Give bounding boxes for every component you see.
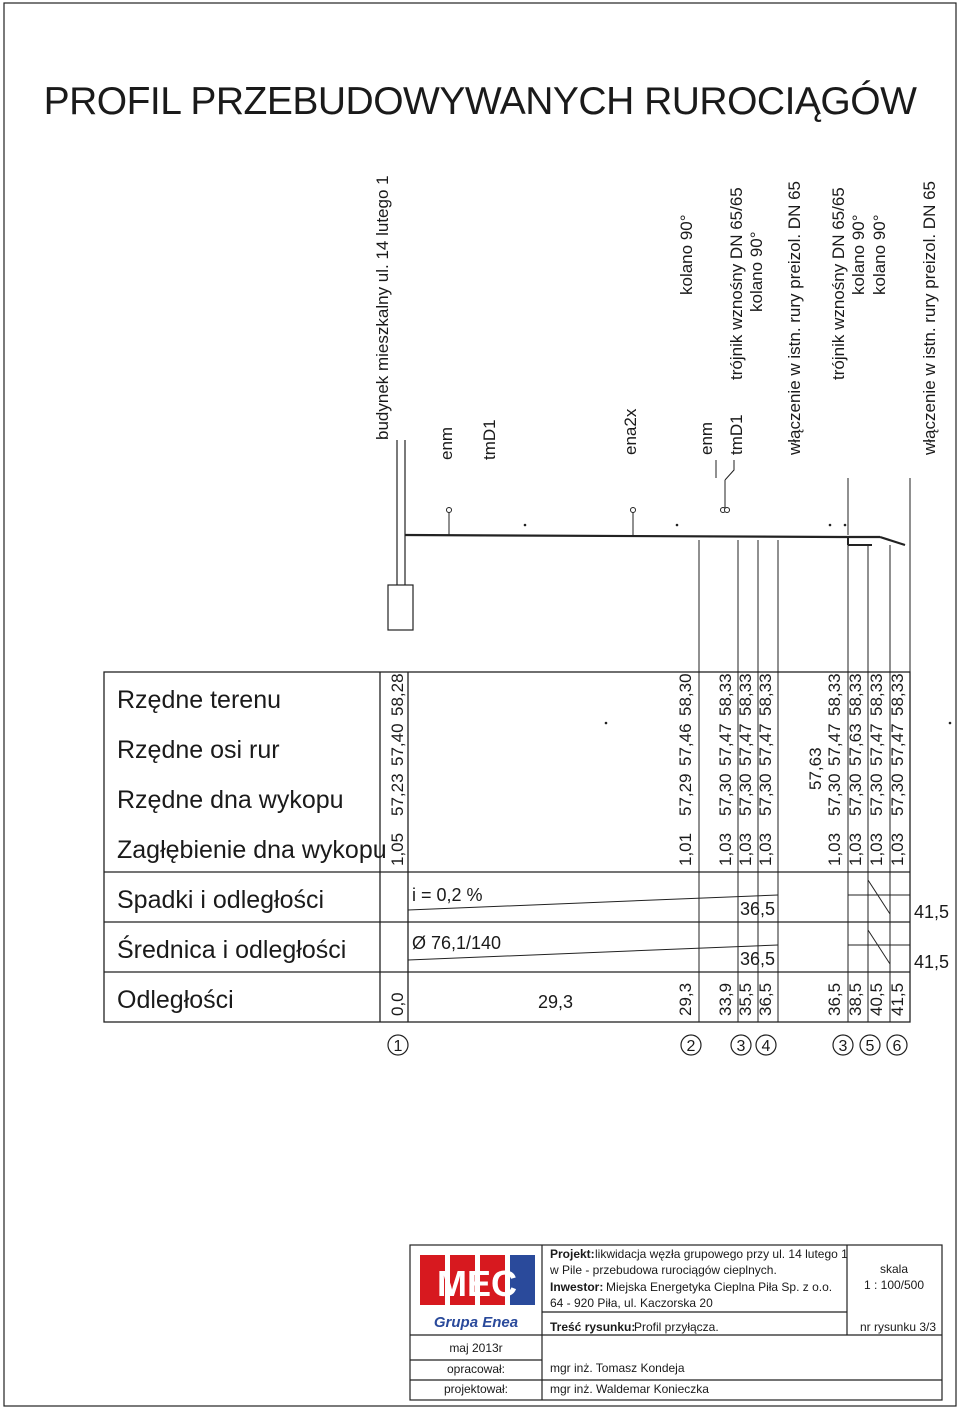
desc-trojnik: trójnik wznośny DN 65/65 xyxy=(727,187,746,380)
tb-investor-label: Inwestor: xyxy=(550,1280,604,1294)
sensor-marker xyxy=(631,508,636,513)
table-cell-value: 57,30 xyxy=(825,773,844,816)
table-cell-value: 1,01 xyxy=(676,832,695,866)
sensor-marker xyxy=(725,508,730,513)
tb-project-label: Projekt: xyxy=(550,1247,595,1261)
tb-project-line2: w Pile - przebudowa rurociągów cieplnych. xyxy=(550,1263,777,1277)
node-number: 2 xyxy=(686,1038,696,1055)
dot xyxy=(605,722,608,725)
desc-ena2x: ena2x xyxy=(621,408,640,455)
row-label: Zagłębienie dna wykopu xyxy=(117,836,387,864)
tb-project-line1: likwidacja węzła grupowego przy ul. 14 lutego 1 xyxy=(595,1247,848,1261)
slope-tick xyxy=(868,880,890,914)
diameter-length: 36,5 xyxy=(740,949,776,969)
node-number: 3 xyxy=(838,1038,848,1055)
table-cell-value: 1,03 xyxy=(716,832,735,866)
table-cell-value: 1,03 xyxy=(756,832,775,866)
desc-kolano: kolano 90° xyxy=(677,214,696,295)
table-cell-value: 58,33 xyxy=(756,673,775,716)
node-number: 6 xyxy=(892,1038,902,1055)
table-cell-value: 57,47 xyxy=(756,723,775,766)
table-cell-value: 41,5 xyxy=(888,982,907,1016)
table-cell-value: 58,30 xyxy=(676,673,695,716)
diameter-length: 41,5 xyxy=(914,952,950,972)
table-cell-value: 1,03 xyxy=(736,832,755,866)
table-cell-value: 33,9 xyxy=(716,982,735,1016)
row-label: Spadki i odległości xyxy=(117,886,325,914)
table-cell-value: 58,28 xyxy=(388,673,407,716)
row-label: Rzędne dna wykopu xyxy=(117,786,344,814)
table-cell-value: 0,0 xyxy=(388,992,407,1016)
diameter-tick xyxy=(868,930,890,964)
dot xyxy=(844,524,847,527)
table-cell-value: 57,40 xyxy=(388,723,407,766)
tb-investor-line1: Miejska Energetyka Cieplna Piła Sp. z o.o. xyxy=(606,1280,833,1294)
table-cell-value: 38,5 xyxy=(846,982,865,1016)
table-cell-value: 1,03 xyxy=(825,832,844,866)
row-label: Średnica i odległości xyxy=(117,936,347,964)
company-logo xyxy=(420,1255,535,1331)
tb-prepared-label: opracował: xyxy=(446,1362,506,1376)
table-cell-value: 57,30 xyxy=(736,773,755,816)
desc-wlaczenie: włączenie w istn. rury preizol. DN 65 xyxy=(785,181,804,455)
table-cell-value: 58,33 xyxy=(846,673,865,716)
slope-label: i = 0,2 % xyxy=(412,885,483,905)
column-values xyxy=(388,673,907,1016)
table-cell-value: 58,33 xyxy=(888,673,907,716)
tb-date: maj 2013r xyxy=(449,1341,503,1355)
table-cell-value: 1,03 xyxy=(867,832,886,866)
building-wall xyxy=(388,585,413,630)
node-number: 3 xyxy=(736,1038,746,1055)
slope-length: 41,5 xyxy=(914,902,950,922)
dot xyxy=(524,524,527,527)
node-number: 4 xyxy=(761,1038,771,1055)
table-cell-value: 35,5 xyxy=(736,982,755,1016)
table-cell-value: 58,33 xyxy=(716,673,735,716)
desc-tmd1: tmD1 xyxy=(727,414,746,455)
table-cell-value: 57,47 xyxy=(888,723,907,766)
table-cell-value: 57,30 xyxy=(867,773,886,816)
table-cell-value: 36,5 xyxy=(756,982,775,1016)
sensor-marker xyxy=(447,508,452,513)
desc-enm: enm xyxy=(437,426,456,460)
dot xyxy=(949,722,952,725)
table-cell-value: 1,03 xyxy=(846,832,865,866)
table-cell-value: 57,46 xyxy=(676,723,695,766)
table-cell-value: 57,47 xyxy=(716,723,735,766)
row-label: Rzędne osi rur xyxy=(117,736,280,764)
page-title: PROFIL PRZEBUDOWYWANYCH RUROCIĄGÓW xyxy=(43,80,917,123)
logo-text: MEC xyxy=(437,1263,517,1304)
table-cell-value: 57,47 xyxy=(867,723,886,766)
table-cell-value: 57,23 xyxy=(388,773,407,816)
row-label: Odległości xyxy=(117,986,234,1014)
table-cell-value: 36,5 xyxy=(825,982,844,1016)
table-cell-value: 57,30 xyxy=(756,773,775,816)
table-cell-value: 57,30 xyxy=(846,773,865,816)
table-cell-value: 57,47 xyxy=(736,723,755,766)
diameter-label: Ø 76,1/140 xyxy=(412,933,502,953)
pipe-line xyxy=(405,535,840,537)
segment-distance: 29,3 xyxy=(538,992,574,1012)
desc-wlaczenie: włączenie w istn. rury preizol. DN 65 xyxy=(920,181,939,455)
table-cell-value: 29,3 xyxy=(676,982,695,1016)
table-cell-value: 1,03 xyxy=(888,832,907,866)
leader-line xyxy=(725,460,734,480)
tb-designed-label: projektował: xyxy=(443,1382,509,1396)
group-name: Grupa Enea xyxy=(433,1314,519,1331)
table-cell-value: 57,29 xyxy=(676,773,695,816)
table-cell-value: 58,33 xyxy=(736,673,755,716)
desc-trojnik: trójnik wznośny DN 65/65 xyxy=(829,187,848,380)
desc-building: budynek mieszkalny ul. 14 lutego 1 xyxy=(373,175,392,440)
desc-kolano: kolano 90° xyxy=(870,214,889,295)
table-cell-value: 40,5 xyxy=(867,982,886,1016)
row-label: Rzędne terenu xyxy=(117,686,282,714)
node-number: 5 xyxy=(865,1038,875,1055)
tb-content-label: Treść rysunku: xyxy=(550,1320,636,1334)
table-cell-value: 58,33 xyxy=(867,673,886,716)
table-cell-value: 57,30 xyxy=(888,773,907,816)
desc-kolano: kolano 90° xyxy=(747,231,766,312)
table-cell-value: 57,30 xyxy=(716,773,735,816)
tb-scale-label: skala xyxy=(879,1262,909,1276)
tb-prepared-name: mgr inż. Tomasz Kondeja xyxy=(550,1361,685,1375)
pipe-line xyxy=(880,537,905,545)
table-cell-value: 57,63 xyxy=(846,723,865,766)
table-cell-value: 57,63 xyxy=(806,747,825,790)
slope-length: 36,5 xyxy=(740,899,776,919)
dot xyxy=(676,524,679,527)
table-cell-value: 1,05 xyxy=(388,832,407,866)
tb-scale-value: 1 : 100/500 xyxy=(863,1278,925,1292)
tb-designed-name: mgr inż. Waldemar Konieczka xyxy=(550,1382,709,1396)
tb-sheet-number: nr rysunku 3/3 xyxy=(860,1320,937,1334)
tb-content-value: Profil przyłącza. xyxy=(634,1320,719,1334)
table-cell-value: 58,33 xyxy=(825,673,844,716)
table-cell-value: 57,47 xyxy=(825,723,844,766)
desc-tmd1: tmD1 xyxy=(480,419,499,460)
node-number: 1 xyxy=(393,1038,403,1055)
dot xyxy=(829,524,832,527)
desc-enm: enm xyxy=(697,421,716,455)
tb-investor-line2: 64 - 920 Piła, ul. Kaczorska 20 xyxy=(550,1296,713,1310)
desc-kolano: kolano 90° xyxy=(849,214,868,295)
node-markers xyxy=(388,1035,907,1055)
